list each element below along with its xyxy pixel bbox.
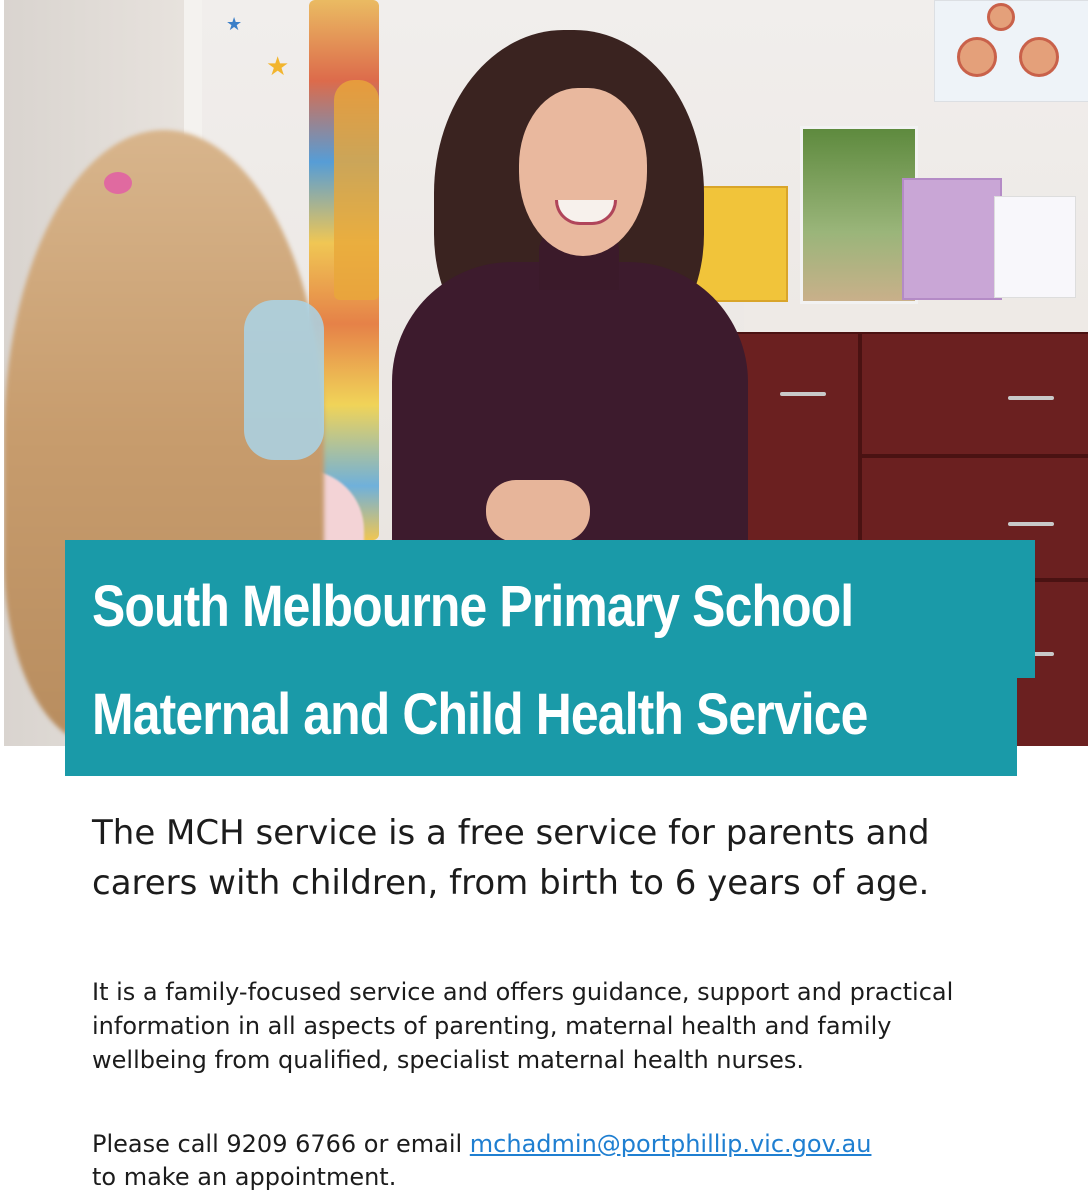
woman-hands bbox=[486, 480, 590, 542]
wall-poster bbox=[934, 0, 1088, 102]
email-link[interactable]: mchadmin@portphillip.vic.gov.au bbox=[469, 1130, 872, 1158]
hair-tie bbox=[104, 172, 132, 194]
body-paragraph: It is a family-focused service and offers guidance, support and practical information in all aspects of parenting, maternal health and family wellbeing from qualified, specialist maternal health nurses. bbox=[92, 978, 954, 1074]
title-line-1: South Melbourne Primary School bbox=[92, 574, 854, 639]
title-line-2: Maternal and Child Health Service bbox=[92, 682, 868, 747]
shelf bbox=[744, 300, 1088, 335]
info-card bbox=[994, 196, 1076, 298]
contact-paragraph bbox=[92, 1128, 1032, 1194]
contact-prefix: Please call 9209 6766 or email bbox=[92, 1130, 470, 1158]
picture-book bbox=[692, 186, 788, 302]
star-decoration-icon: ★ bbox=[226, 14, 243, 35]
woman-face bbox=[519, 88, 647, 256]
star-decoration-icon: ★ bbox=[266, 52, 290, 82]
info-pack bbox=[902, 178, 1002, 300]
face-mask bbox=[244, 300, 324, 460]
lead-paragraph: The MCH service is a free service for parents and carers with children, from birth to 6 years of age. bbox=[92, 813, 930, 903]
contact-suffix: to make an appointment. bbox=[92, 1163, 397, 1191]
family-photo-frame bbox=[800, 126, 918, 304]
giraffe-decal bbox=[334, 80, 379, 300]
